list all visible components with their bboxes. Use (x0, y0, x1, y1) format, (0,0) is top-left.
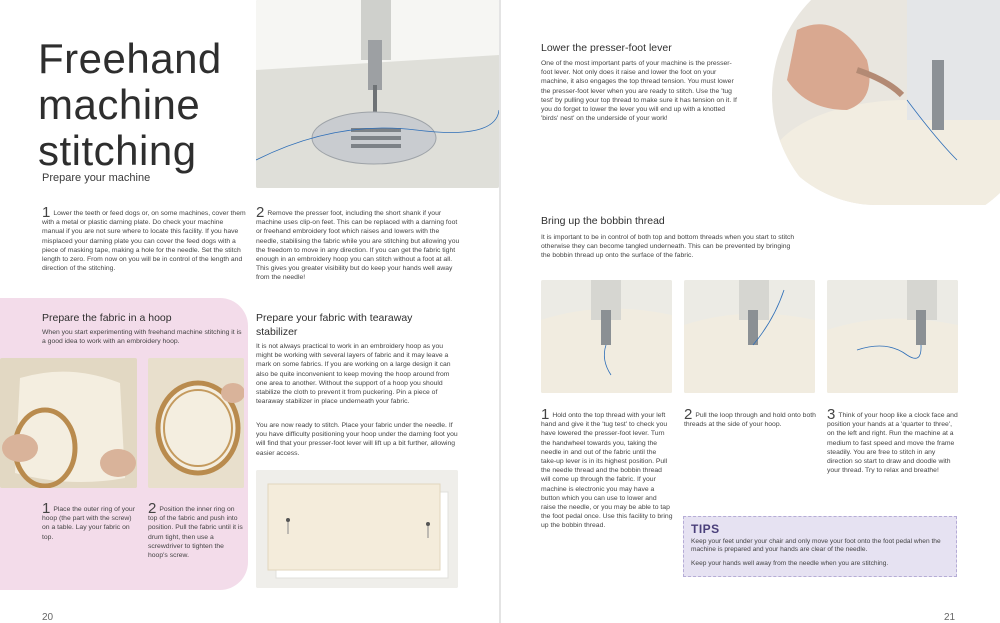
tip-1: Keep your feet under your chair and only move your foot onto the foot pedal when the machine is prepared and your hands are clear of the needle. (691, 538, 941, 554)
tip-2: Keep your hands well away from the needle when you are stitching. (691, 559, 889, 567)
hoop-photo-2 (148, 358, 244, 488)
step-number: 1 (541, 406, 550, 423)
left-page (0, 0, 499, 623)
bobbin-step-1 (541, 406, 673, 531)
step-number: 3 (827, 406, 836, 423)
page-title (38, 36, 222, 174)
lever-text: One of the most important parts of your machine is the presser-foot lever. Not only does it raise and lower the foot on your machine, it also engages the top thread tension. You must lower the presser-foot lever when you are ready to stitch. Use the 'tug test' by pulling your top thread to make sure it has tension on it. If you do forget to lower the lever you will end up with a knotted 'birds' nest' on the underside of your work! (541, 60, 737, 123)
lever-heading: Lower the presser-foot lever (541, 42, 672, 54)
hoop-intro: When you start experimenting with freehand machine stitching it is a good idea to work with an embroidery hoop. (42, 329, 242, 346)
step-number: 1 (42, 500, 51, 517)
step-text: Hold onto the top thread with your left hand and give it the 'tug test' to check you have lowered the presser-foot lever. Turn the handwheel towards you, taking the needle in and out of the fabric until the take-up lever is in its highest position. Pull the needle thread and the bobbin thread will come up through the fabric. If your machine is electronic you may have a button which you can use to lower and raise the needle, or you may be able to tap the foot pedal once. Use this facility to bring up the bobbin thread. (541, 412, 673, 530)
tearaway-heading: Prepare your fabric with tearaway stabilizer (256, 312, 413, 338)
bobbin-step-2 (684, 406, 816, 429)
tips-box (683, 516, 957, 577)
step-text: Lower the teeth or feed dogs or, on some machines, cover them with a metal or plastic darning plate. Do check your machine manual if you are not sure where to locate this facility. If you have misplaced your darning plate you can cover the feed dogs with a piece of masking tape, making a hole for the needle. Set the stitch length to zero. From now on you will be in control of the length and direction of the stitching. (42, 210, 246, 273)
title-line-1: Freehand (38, 35, 222, 82)
tearaway-photo (256, 470, 458, 588)
step-text: Think of your hoop like a clock face and position your hands at a 'quarter to three', on the left and right. Run the machine at a medium to fast speed and move the frame steadily. You are free to stitch in any direction so start to draw and doodle with your thread. Try to relax and breathe! (827, 412, 958, 475)
bobbin-text: It is important to be in control of both top and bottom threads when you start to stitch otherwise they can become tangled underneath. This can be prevented by bringing the bobbin thread up onto the surface of the fabric. (541, 234, 795, 260)
step-number: 2 (256, 204, 265, 221)
bobbin-photo-1 (541, 280, 672, 393)
bobbin-photo-2 (684, 280, 815, 393)
bobbin-photo-3 (827, 280, 958, 393)
tearaway-paragraph-1: It is not always practical to work in an embroidery hoop as you might be working with several layers of fabric and it may leave a mark on some fabrics. If you are working on a large design it can also be quite inconvenient to keep moving the hoop around from one area to another. Without the support of a hoop you should stabilize the cloth to prevent it from puckering. Pin a piece of tearaway stabilizer in place underneath your fabric. (256, 343, 451, 406)
page-number-left: 20 (42, 612, 54, 623)
title-line-3: stitching (38, 127, 197, 174)
step-text: Position the inner ring on top of the fabric and push into position. Pull the fabric until it is drum tight, then use a screwdriver to tighten the hoop's screw. (148, 506, 243, 560)
hoop-step-1 (42, 500, 140, 542)
tips-heading: TIPS (691, 522, 720, 536)
bobbin-step-3 (827, 406, 959, 475)
hoop-step-2 (148, 500, 244, 560)
tearaway-paragraph-2: You are now ready to stitch. Place your fabric under the needle. If you have difficulty positioning your hoop under the darning foot you will find that your presser-foot lever will lift up a bit further, allowing easier access. (256, 422, 458, 457)
step-number: 1 (42, 204, 51, 221)
prepare-step-1 (42, 204, 247, 273)
title-line-2: machine (38, 81, 201, 128)
step-text: Place the outer ring of your hoop (the part with the screw) on a table. Lay your fabric on top. (42, 506, 135, 541)
subtitle: Prepare your machine (42, 172, 151, 184)
needle-plate-photo (256, 0, 499, 188)
hoop-photo-1 (0, 358, 137, 488)
step-number: 2 (148, 500, 157, 517)
hoop-heading: Prepare the fabric in a hoop (42, 312, 172, 324)
bobbin-heading: Bring up the bobbin thread (541, 215, 665, 227)
step-text: Remove the presser foot, including the short shank if your machine uses clip-on feet. This can be replaced with a darning foot or freehand embroidery foot which raises and lowers with the needle, stabilising the fabric while you are stitching but allowing you the freedom to move in any direction. If you can get the fabric tight enough in an embroidery hoop you can stitch without a foot at all. This gives you greater visibility but do keep your hands well away from the needle! (256, 210, 460, 282)
step-text: Pull the loop through and hold onto both threads at the side of your hoop. (684, 412, 816, 429)
prepare-step-2 (256, 204, 461, 283)
presser-lever-photo (757, 0, 1000, 205)
page-number-right: 21 (944, 612, 956, 623)
step-number: 2 (684, 406, 693, 423)
